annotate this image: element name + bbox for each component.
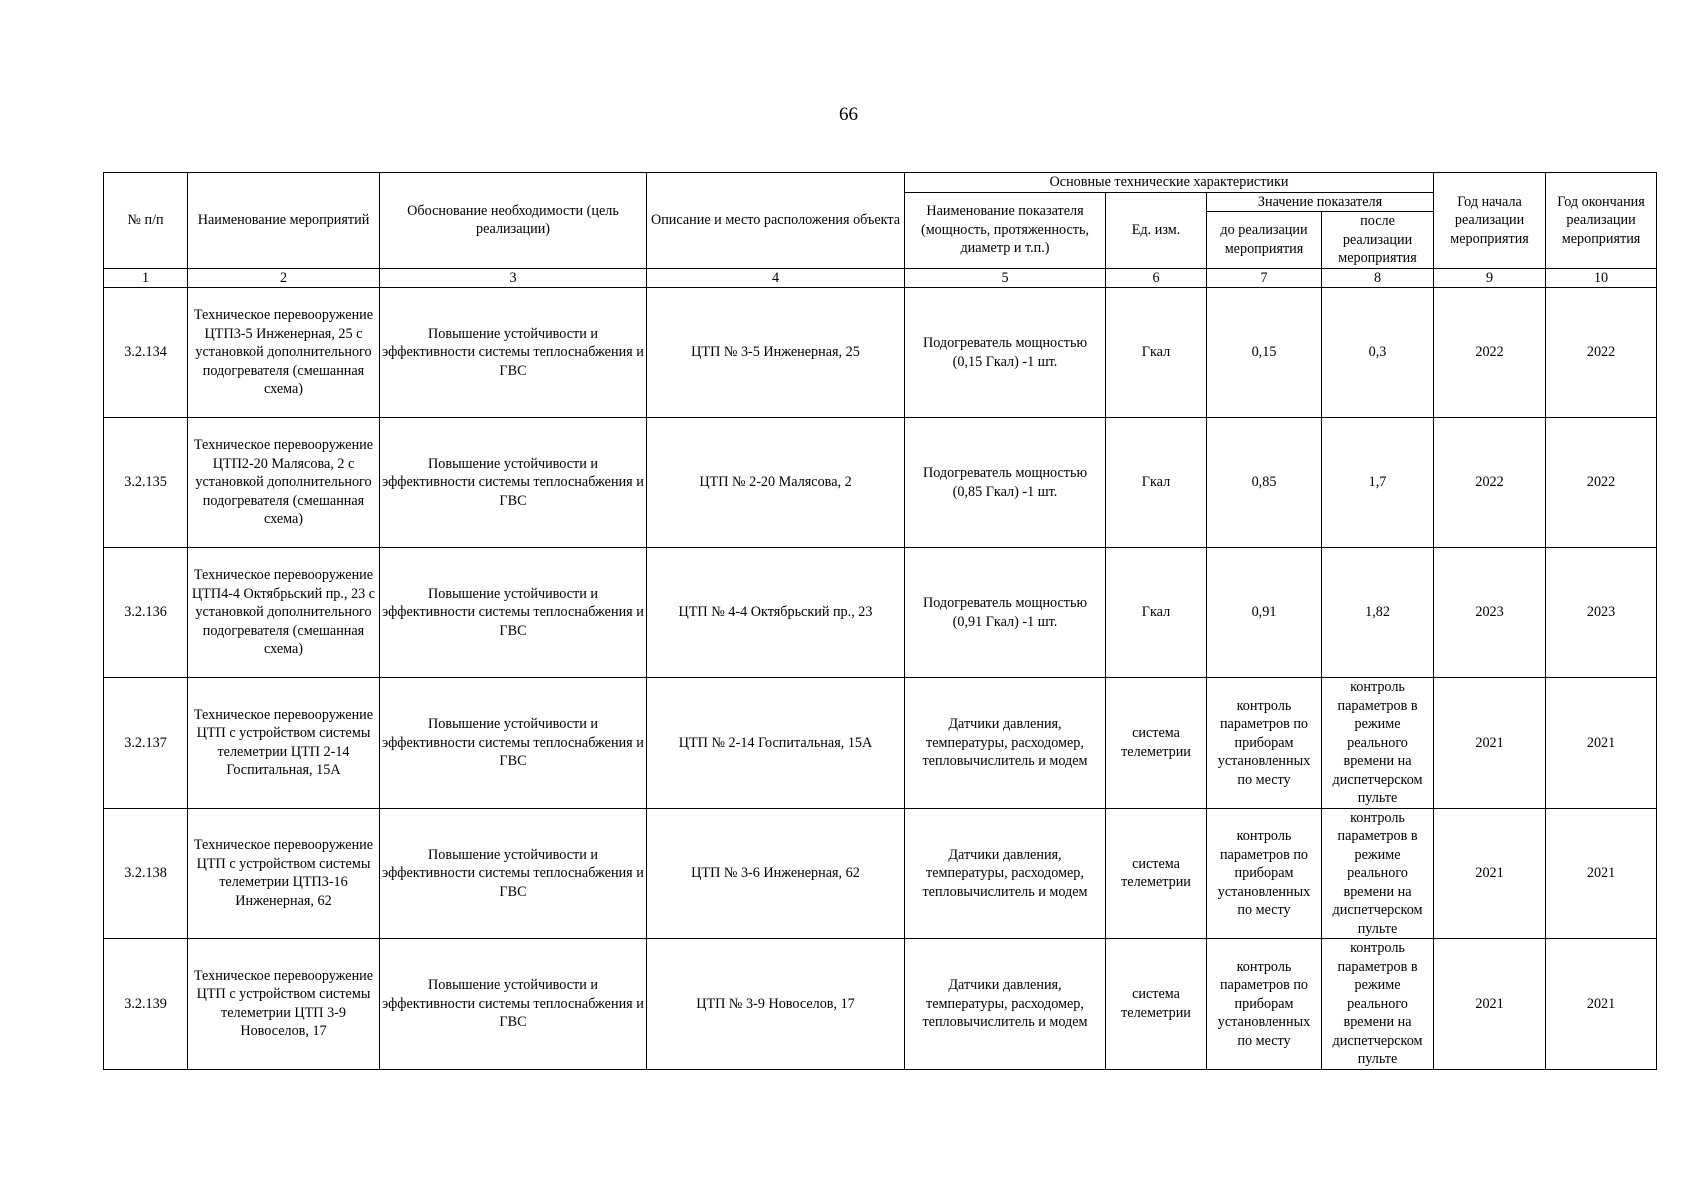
cell-before: 0,91	[1207, 548, 1322, 678]
cell-num: 3.2.135	[104, 418, 188, 548]
header-description: Описание и место расположения объекта	[647, 173, 905, 269]
column-number-row	[104, 268, 1657, 288]
cell-indicator: Датчики давления, температуры, расходомер, тепловычислитель и модем	[905, 678, 1106, 809]
cell-after: 1,82	[1322, 548, 1434, 678]
cell-start-year: 2021	[1434, 939, 1546, 1070]
cell-unit: система телеметрии	[1106, 678, 1207, 809]
cell-indicator: Датчики давления, температуры, расходомер, тепловычислитель и модем	[905, 808, 1106, 939]
table-row	[104, 418, 1657, 548]
cell-after: контроль параметров в режиме реального времени на диспетчерском пульте	[1322, 808, 1434, 939]
cell-justification: Повышение устойчивости и эффективности системы теплоснабжения и ГВС	[380, 808, 647, 939]
cell-unit: система телеметрии	[1106, 808, 1207, 939]
column-number: 6	[1106, 268, 1207, 288]
cell-unit: система телеметрии	[1106, 939, 1207, 1070]
cell-name: Техническое перевооружение ЦТП2-20 Малясова, 2 с установкой дополнительного подогревателя (смешанная схема)	[188, 418, 380, 548]
header-value-group: Значение показателя	[1207, 192, 1434, 212]
header-unit: Ед. изм.	[1106, 192, 1207, 268]
column-number: 7	[1207, 268, 1322, 288]
cell-justification: Повышение устойчивости и эффективности системы теплоснабжения и ГВС	[380, 678, 647, 809]
cell-indicator: Подогреватель мощностью (0,85 Гкал) -1 шт.	[905, 418, 1106, 548]
cell-after: 0,3	[1322, 288, 1434, 418]
cell-description: ЦТП № 2-14 Госпитальная, 15А	[647, 678, 905, 809]
cell-indicator: Подогреватель мощностью (0,15 Гкал) -1 шт.	[905, 288, 1106, 418]
cell-end-year: 2023	[1546, 548, 1657, 678]
cell-start-year: 2022	[1434, 418, 1546, 548]
cell-start-year: 2021	[1434, 678, 1546, 809]
cell-end-year: 2022	[1546, 418, 1657, 548]
cell-num: 3.2.136	[104, 548, 188, 678]
cell-justification: Повышение устойчивости и эффективности системы теплоснабжения и ГВС	[380, 288, 647, 418]
cell-justification: Повышение устойчивости и эффективности системы теплоснабжения и ГВС	[380, 418, 647, 548]
header-start-year: Год начала реализации мероприятия	[1434, 173, 1546, 269]
cell-description: ЦТП № 2-20 Малясова, 2	[647, 418, 905, 548]
page-number: 66	[839, 104, 858, 125]
cell-justification: Повышение устойчивости и эффективности системы теплоснабжения и ГВС	[380, 548, 647, 678]
cell-name: Техническое перевооружение ЦТП4-4 Октябрьский пр., 23 с установкой дополнительного подогревателя (смешанная схема)	[188, 548, 380, 678]
cell-description: ЦТП № 3-5 Инженерная, 25	[647, 288, 905, 418]
table-row	[104, 808, 1657, 939]
column-number: 9	[1434, 268, 1546, 288]
header-justification: Обоснование необходимости (цель реализации)	[380, 173, 647, 269]
header-before: до реализации мероприятия	[1207, 212, 1322, 269]
table-row	[104, 548, 1657, 678]
table-row	[104, 678, 1657, 809]
cell-num: 3.2.138	[104, 808, 188, 939]
cell-before: контроль параметров по приборам установленных по месту	[1207, 808, 1322, 939]
cell-end-year: 2021	[1546, 808, 1657, 939]
cell-end-year: 2021	[1546, 678, 1657, 809]
cell-start-year: 2022	[1434, 288, 1546, 418]
cell-end-year: 2022	[1546, 288, 1657, 418]
header-indicator-name: Наименование показателя (мощность, протяженность, диаметр и т.п.)	[905, 192, 1106, 268]
cell-after: контроль параметров в режиме реального времени на диспетчерском пульте	[1322, 939, 1434, 1070]
cell-indicator: Подогреватель мощностью (0,91 Гкал) -1 шт.	[905, 548, 1106, 678]
column-number: 1	[104, 268, 188, 288]
cell-after: контроль параметров в режиме реального времени на диспетчерском пульте	[1322, 678, 1434, 809]
cell-justification: Повышение устойчивости и эффективности системы теплоснабжения и ГВС	[380, 939, 647, 1070]
cell-num: 3.2.134	[104, 288, 188, 418]
header-tech-group: Основные технические характеристики	[905, 173, 1434, 193]
measures-table	[103, 172, 1657, 1070]
header-num: № п/п	[104, 173, 188, 269]
cell-num: 3.2.137	[104, 678, 188, 809]
cell-after: 1,7	[1322, 418, 1434, 548]
cell-name: Техническое перевооружение ЦТП с устройством системы телеметрии ЦТП 3-9 Новоселов, 17	[188, 939, 380, 1070]
cell-end-year: 2021	[1546, 939, 1657, 1070]
header-after: после реализации мероприятия	[1322, 212, 1434, 269]
column-number: 8	[1322, 268, 1434, 288]
cell-description: ЦТП № 3-9 Новоселов, 17	[647, 939, 905, 1070]
column-number: 3	[380, 268, 647, 288]
cell-before: контроль параметров по приборам установленных по месту	[1207, 678, 1322, 809]
cell-unit: Гкал	[1106, 288, 1207, 418]
cell-name: Техническое перевооружение ЦТП3-5 Инженерная, 25 с установкой дополнительного подогревателя (смешанная схема)	[188, 288, 380, 418]
cell-num: 3.2.139	[104, 939, 188, 1070]
cell-unit: Гкал	[1106, 418, 1207, 548]
table-row	[104, 939, 1657, 1070]
cell-indicator: Датчики давления, температуры, расходомер, тепловычислитель и модем	[905, 939, 1106, 1070]
cell-before: 0,15	[1207, 288, 1322, 418]
column-number: 5	[905, 268, 1106, 288]
column-number: 2	[188, 268, 380, 288]
cell-name: Техническое перевооружение ЦТП с устройством системы телеметрии ЦТП 2-14 Госпитальная, 15А	[188, 678, 380, 809]
cell-description: ЦТП № 3-6 Инженерная, 62	[647, 808, 905, 939]
header-end-year: Год окончания реализации мероприятия	[1546, 173, 1657, 269]
column-number: 4	[647, 268, 905, 288]
cell-start-year: 2023	[1434, 548, 1546, 678]
table-row	[104, 288, 1657, 418]
cell-name: Техническое перевооружение ЦТП с устройством системы телеметрии ЦТП3-16 Инженерная, 62	[188, 808, 380, 939]
cell-start-year: 2021	[1434, 808, 1546, 939]
header-name: Наименование мероприятий	[188, 173, 380, 269]
cell-before: контроль параметров по приборам установленных по месту	[1207, 939, 1322, 1070]
cell-before: 0,85	[1207, 418, 1322, 548]
cell-description: ЦТП № 4-4 Октябрьский пр., 23	[647, 548, 905, 678]
cell-unit: Гкал	[1106, 548, 1207, 678]
column-number: 10	[1546, 268, 1657, 288]
